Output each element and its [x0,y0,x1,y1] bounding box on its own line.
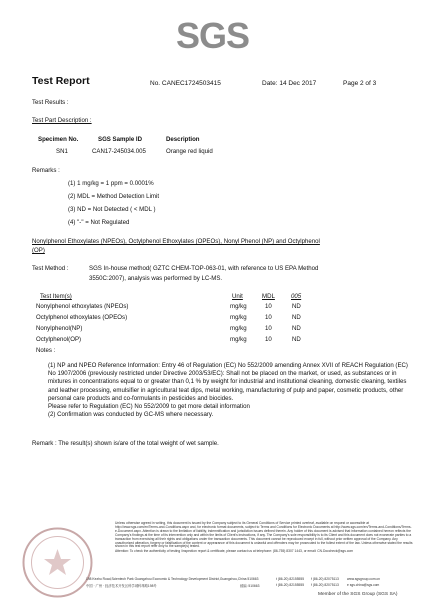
footer-web: www.sgsgroup.com.cn [347,577,380,581]
final-remark: Remark : The result(s) shown is/are of the total weight of wet sample. [32,440,219,447]
sample-id-value: CAN17-245034.005 [92,148,146,155]
part-description-label: Test Part Description : [32,117,92,124]
company-seal-icon [20,525,95,600]
result-value: ND [292,303,301,310]
test-title-line1: Nonylphenol Ethoxylates (NPEOs), Octylphenol Ethoxylates (OPEOs), Nonyl Phenol (NP) and Octylphenol [32,238,320,245]
test-method-line2: 3550C:2007), analysis was performed by LC-MS. [89,275,223,282]
test-title-line2: (OP) [32,247,45,254]
sgs-logo-text: SGS [176,15,250,54]
test-results-label: Test Results : [32,99,69,106]
results-header-sample: 005 [291,293,302,300]
attention-text: Attention: To check the authenticity of testing /inspection report & certificate, please contact us at telephone: (86-755) 8307 1443, or email: CN.Doccheck@sgs.com [115,549,354,554]
footer-postal: 邮编: 510663 [240,584,260,588]
result-value: ND [292,325,301,332]
remarks-label: Remarks : [32,167,60,174]
result-unit: mg/kg [230,325,247,332]
note-1b: Please refer to Regulation (EC) No 552/2009 to get more detail information [48,403,250,411]
report-number: No. CANEC1724503415 [150,80,221,87]
footer-disclaimer [115,522,413,554]
report-date: Date: 14 Dec 2017 [262,80,317,87]
result-unit: mg/kg [230,336,247,343]
results-header-mdl: MDL [262,293,275,300]
result-mdl: 10 [265,303,272,310]
remark-item: (2) MDL = Method Detection Limit [68,193,160,200]
footer-member: Member of the SGS Group (SGS SA) [318,592,398,597]
sample-id-header: SGS Sample ID [98,136,143,143]
result-item-name: Octylphenol ethoxylates (OPEOs) [36,314,128,321]
report-title: Test Report [32,75,90,87]
results-header-unit: Unit [232,293,243,300]
result-item-name: Octylphenol(OP) [36,336,82,343]
result-unit: mg/kg [230,303,247,310]
description-value: Orange red liquid [166,148,213,155]
result-mdl: 10 [265,336,272,343]
footer-email: e sgs.china@sgs.com [347,583,380,587]
result-value: ND [292,336,301,343]
notes-label: Notes : [36,347,56,354]
footer-fax-cn: f (86-20) 82075113 [311,583,339,587]
results-header-item: Test Item(s) [40,293,72,300]
footer-tel: t (86-20) 82155555 [276,577,305,581]
test-method-label: Test Method : [32,265,69,272]
description-header: Description [166,136,200,143]
test-method-line1: SGS In-house method( GZTC CHEM-TOP-063-01, with reference to US EPA Method [89,265,319,272]
result-item-name: Nonylphenol ethoxylates (NPEOs) [36,303,129,310]
notes-body [48,362,408,419]
result-mdl: 10 [265,325,272,332]
result-unit: mg/kg [230,314,247,321]
result-item-name: Nonylphenol(NP) [36,325,83,332]
note-1: (1) NP and NPEO Reference Information: Entry 46 of Regulation (EC) No 552/2009 amending Annex XVII of REACH Regulation (EC) No 1907/2006 (previously restricted under Directive 2003/53/EC): Shall not be placed on the market, or used, as substances or in mixtures in concentrations equal to or greater than 0,1 % by weight for industrial and institutional cleaning, domestic cleaning, textiles and leather processing, emulsifier in agricultural teat dips, metal working, manufacturing of pulp and paper, cosmetic products, other personal care products and co-formulants in pesticides and biocides. [48,362,408,402]
page-number: Page 2 of 3 [343,80,377,87]
sgs-logo [174,10,252,54]
remark-item: (3) ND = Not Detected ( < MDL ) [68,206,156,213]
footer-fax: f (86-20) 82075113 [311,577,339,581]
remark-item: (1) 1 mg/kg = 1 ppm = 0.0001% [68,180,154,187]
footer-address-cn: 中国 · 广州 · 经济技术开发区科学城科珠路198号 [86,584,157,588]
specimen-header: Specimen No. [38,136,79,143]
specimen-value: SN1 [56,148,68,155]
disclaimer-text: Unless otherwise agreed in writing, this document is issued by the Company subject to its General Conditions of Service printed overleaf, available on request or accessible at http://www.sgs.com/en/Terms-and-Conditions.aspx and, for electronic format documents, subject to Terms and Conditions for Electronic Documents at http://www.sgs.com/en/Terms-and-Conditions/Terms-e-Document.aspx. Attention is drawn to the limitation of liability, indemnification and jurisdiction issues defined therein. Any holder of this document is advised that information contained hereon reflects the Company's findings at the time of its intervention only and within the limits of Client's instructions, if any. The Company's sole responsibility is to its Client and this document does not exonerate parties to a transaction from exercising all their rights and obligations under the transaction documents. This document cannot be reproduced except in full, without prior written approval of the Company. Any unauthorized alteration, forgery or falsification of the content or appearance of this document is unlawful and offenders may be prosecuted to the fullest extent of the law. Unless otherwise stated the results shown in this test report refer only to the sample(s) tested. [115,521,413,549]
result-value: ND [292,314,301,321]
remark-item: (4) "-" = Not Regulated [68,219,130,226]
result-mdl: 10 [265,314,272,321]
note-2: (2) Confirmation was conducted by GC-MS where necessary. [48,411,214,419]
footer-tel-cn: t (86-20) 82155555 [276,583,305,587]
footer-address-en: 198 Kezhu Road,Scientech Park Guangzhou Economic & Technology Development District,Guangzhou,China 510663 [86,577,259,581]
